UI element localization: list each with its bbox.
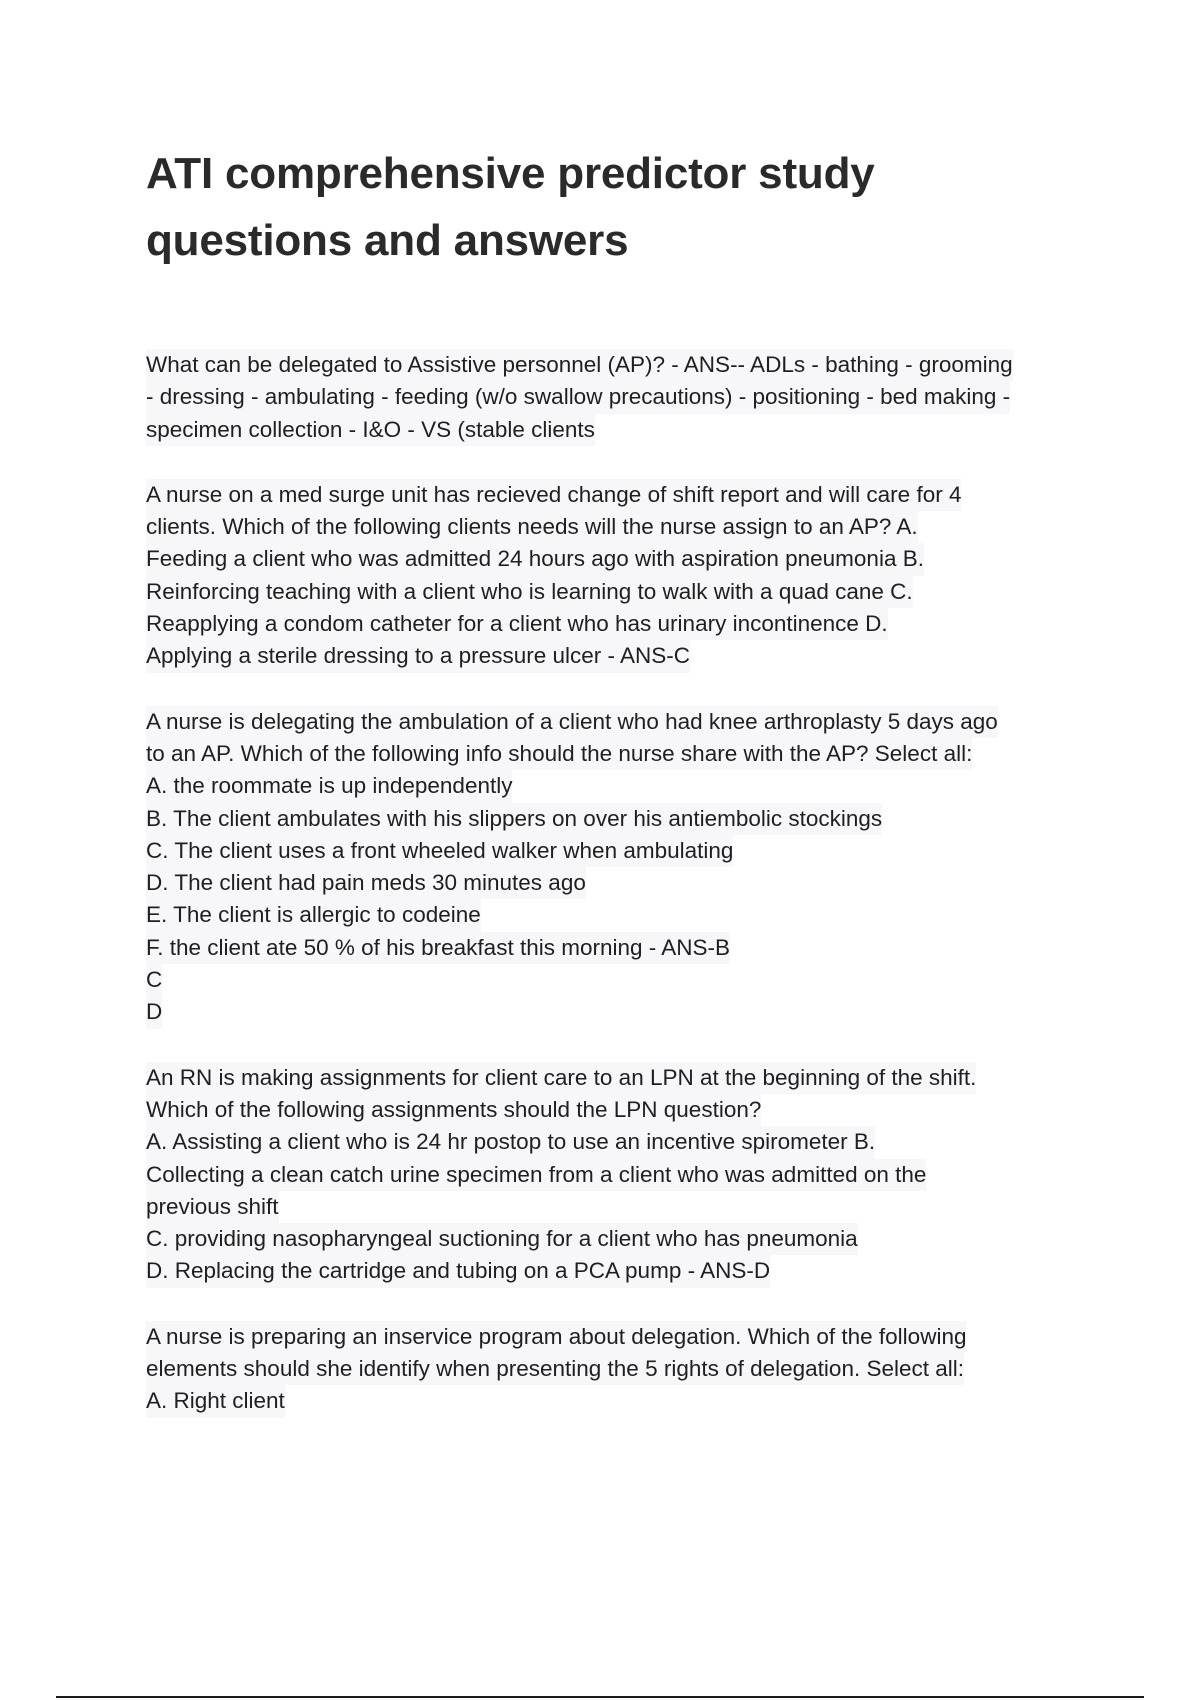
qa-line: B. The client ambulates with his slippers on over his antiembolic stockings (146, 803, 882, 835)
qa-line: A. the roommate is up independently (146, 770, 512, 802)
qa-line: F. the client ate 50 % of his breakfast this morning - ANS-B (146, 932, 730, 964)
qa-line: elements should she identify when presenting the 5 rights of delegation. Select all: (146, 1353, 964, 1385)
qa-block (146, 1321, 1086, 1418)
qa-line: clients. Which of the following clients needs will the nurse assign to an AP? A. (146, 511, 918, 543)
qa-line: D. Replacing the cartridge and tubing on a PCA pump - ANS-D (146, 1255, 770, 1287)
footer-divider (56, 1696, 1144, 1698)
qa-line: Which of the following assignments should the LPN question? (146, 1094, 761, 1126)
qa-line: C. providing nasopharyngeal suctioning for a client who has pneumonia (146, 1223, 858, 1255)
title-line-2: questions and answers (146, 216, 629, 265)
qa-line: - dressing - ambulating - feeding (w/o swallow precautions) - positioning - bed making - (146, 381, 1010, 413)
qa-line: Reinforcing teaching with a client who is learning to walk with a quad cane C. (146, 576, 913, 608)
qa-line: previous shift (146, 1191, 279, 1223)
page-title (146, 140, 1086, 274)
qa-line: Reapplying a condom catheter for a client who has urinary incontinence D. (146, 608, 888, 640)
qa-block (146, 1062, 1086, 1288)
qa-line: Applying a sterile dressing to a pressure ulcer - ANS-C (146, 640, 690, 672)
qa-line: A nurse is delegating the ambulation of a client who had knee arthroplasty 5 days ago (146, 706, 998, 738)
qa-line: D. The client had pain meds 30 minutes ago (146, 867, 586, 899)
qa-line: Feeding a client who was admitted 24 hours ago with aspiration pneumonia B. (146, 543, 924, 575)
qa-line: D (146, 996, 162, 1028)
qa-line: Collecting a clean catch urine specimen from a client who was admitted on the (146, 1159, 926, 1191)
qa-line: What can be delegated to Assistive personnel (AP)? - ANS-- ADLs - bathing - grooming (146, 349, 1013, 381)
qa-line: An RN is making assignments for client care to an LPN at the beginning of the shift. (146, 1062, 976, 1094)
qa-line: A. Assisting a client who is 24 hr postop to use an incentive spirometer B. (146, 1126, 875, 1158)
qa-line: E. The client is allergic to codeine (146, 899, 481, 931)
qa-block (146, 706, 1086, 1029)
qa-line: C. The client uses a front wheeled walker when ambulating (146, 835, 733, 867)
qa-line: to an AP. Which of the following info should the nurse share with the AP? Select all: (146, 738, 972, 770)
qa-line: C (146, 964, 162, 996)
qa-line: A nurse is preparing an inservice program about delegation. Which of the following (146, 1321, 966, 1353)
qa-line: A nurse on a med surge unit has recieved change of shift report and will care for 4 (146, 479, 961, 511)
document-page (146, 140, 1086, 1451)
qa-line: specimen collection - I&O - VS (stable clients (146, 414, 595, 446)
qa-block (146, 479, 1086, 673)
qa-block (146, 349, 1086, 446)
qa-line: A. Right client (146, 1385, 285, 1417)
title-line-1: ATI comprehensive predictor study (146, 149, 875, 198)
